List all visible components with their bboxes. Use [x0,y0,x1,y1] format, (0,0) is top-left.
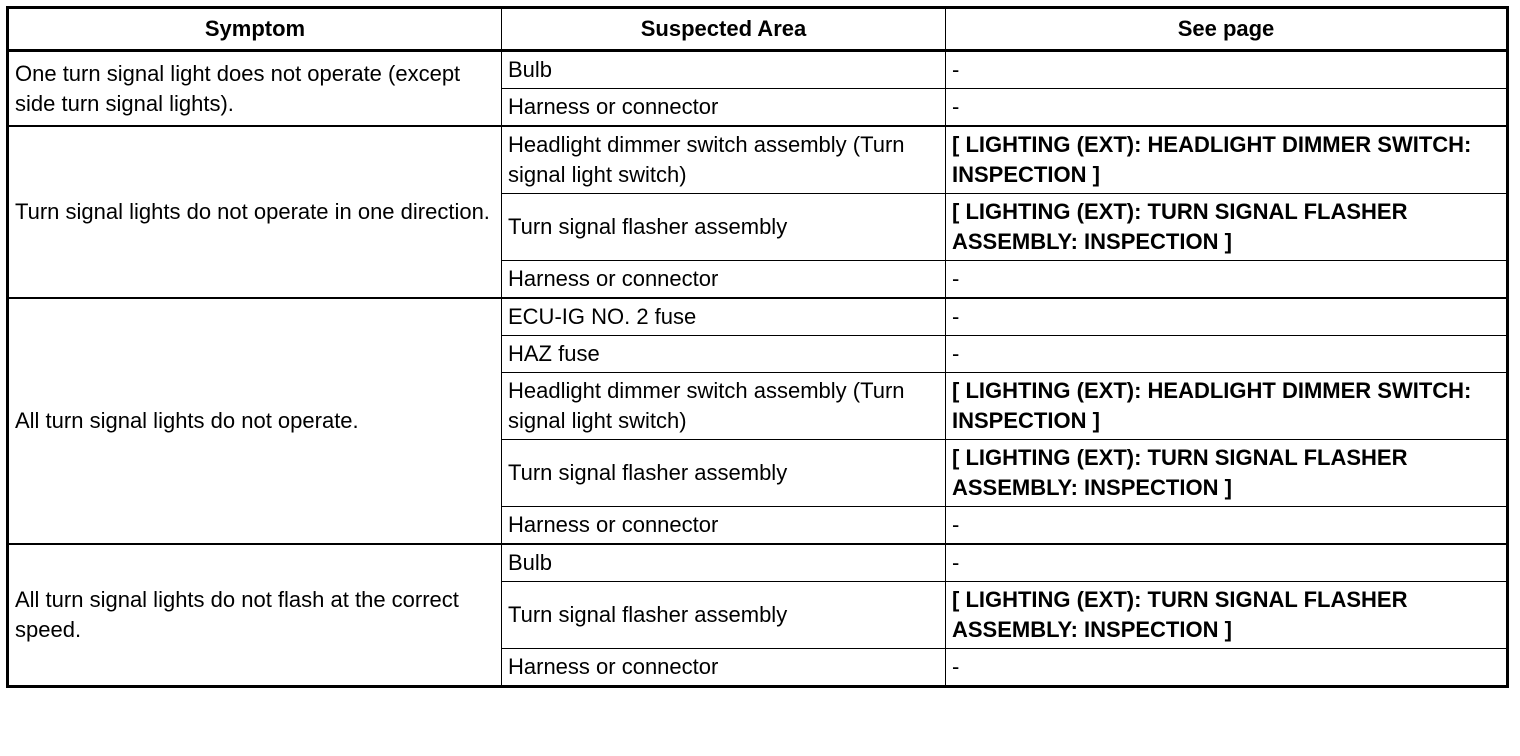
suspected-area-cell: Harness or connector [502,507,946,545]
see-page-cell: - [946,261,1508,299]
header-suspected-area: Suspected Area [502,8,946,51]
see-page-link[interactable]: [ LIGHTING (EXT): TURN SIGNAL FLASHER ASSEMBLY: INSPECTION ] [946,440,1508,507]
suspected-area-cell: Headlight dimmer switch assembly (Turn signal light switch) [502,373,946,440]
see-page-cell: - [946,507,1508,545]
troubleshooting-table [6,6,1509,688]
see-page-cell: - [946,298,1508,336]
see-page-cell: - [946,649,1508,687]
suspected-area-cell: Bulb [502,51,946,89]
see-page-cell: - [946,544,1508,582]
see-page-cell: - [946,336,1508,373]
header-row [8,8,1508,51]
suspected-area-cell: Turn signal flasher assembly [502,440,946,507]
see-page-link[interactable]: [ LIGHTING (EXT): TURN SIGNAL FLASHER ASSEMBLY: INSPECTION ] [946,194,1508,261]
see-page-cell: - [946,89,1508,127]
header-symptom: Symptom [8,8,502,51]
suspected-area-cell: Bulb [502,544,946,582]
symptom-cell: One turn signal light does not operate (except side turn signal lights). [8,51,502,127]
see-page-link[interactable]: [ LIGHTING (EXT): HEADLIGHT DIMMER SWITCH: INSPECTION ] [946,373,1508,440]
suspected-area-cell: Headlight dimmer switch assembly (Turn signal light switch) [502,126,946,194]
symptom-cell: Turn signal lights do not operate in one direction. [8,126,502,298]
table-row [8,126,1508,194]
table-row [8,51,1508,89]
suspected-area-cell: Harness or connector [502,261,946,299]
symptom-cell: All turn signal lights do not flash at the correct speed. [8,544,502,687]
see-page-cell: - [946,51,1508,89]
table-row [8,298,1508,336]
suspected-area-cell: HAZ fuse [502,336,946,373]
suspected-area-cell: Harness or connector [502,649,946,687]
suspected-area-cell: Harness or connector [502,89,946,127]
suspected-area-cell: ECU-IG NO. 2 fuse [502,298,946,336]
symptom-cell: All turn signal lights do not operate. [8,298,502,544]
see-page-link[interactable]: [ LIGHTING (EXT): HEADLIGHT DIMMER SWITCH: INSPECTION ] [946,126,1508,194]
header-see-page: See page [946,8,1508,51]
table-row [8,544,1508,582]
suspected-area-cell: Turn signal flasher assembly [502,582,946,649]
suspected-area-cell: Turn signal flasher assembly [502,194,946,261]
see-page-link[interactable]: [ LIGHTING (EXT): TURN SIGNAL FLASHER ASSEMBLY: INSPECTION ] [946,582,1508,649]
